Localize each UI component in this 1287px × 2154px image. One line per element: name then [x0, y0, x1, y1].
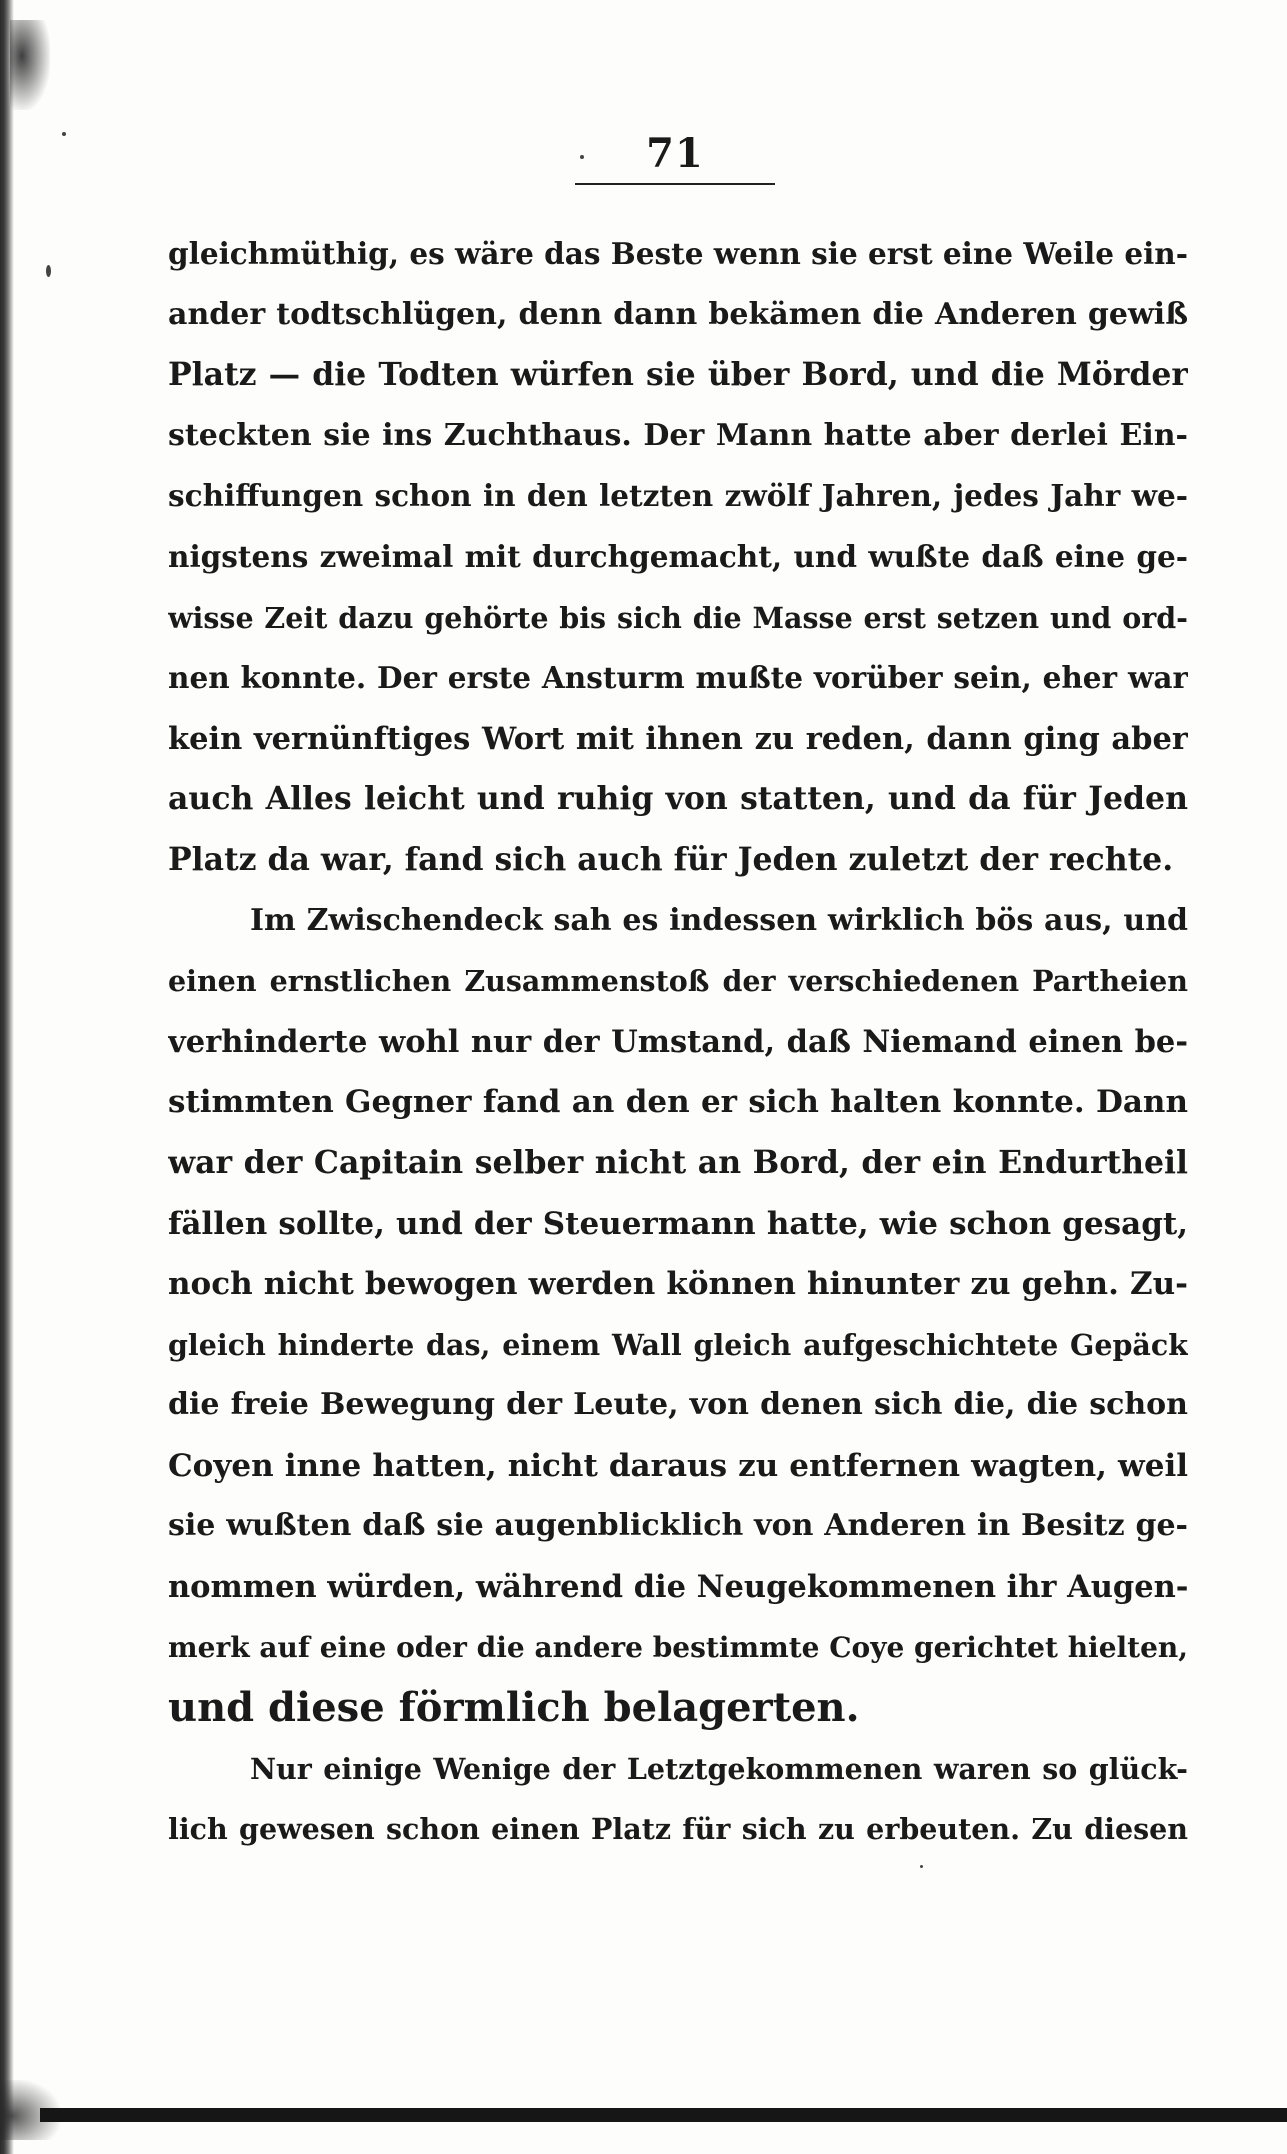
page-number: 71 — [646, 130, 704, 177]
text-line: merk auf eine oder die andere bestimmte Coye gerichtet hielten, — [168, 1630, 1188, 1664]
text-line: Platz da war, fand sich auch für Jeden zuletzt der rechte. — [168, 840, 1174, 878]
scan-bottom-edge — [40, 2108, 1287, 2122]
body-text — [168, 224, 1188, 1860]
scan-edge-blot — [10, 20, 50, 110]
text-line: nommen würden, während die Neugekommenen ihr Augen- — [168, 1569, 1188, 1606]
scan-speck — [580, 155, 584, 159]
text-line: fällen sollte, und der Steuermann hatte, wie schon gesagt, — [168, 1205, 1188, 1242]
text-line: Nur einige Wenige der Letztgekommenen waren so glück- — [250, 1751, 1188, 1786]
text-line: einen ernstlichen Zusammenstoß der verschiedenen Partheien — [168, 964, 1188, 999]
scan-binding-shadow — [0, 0, 14, 2154]
text-line: nigstens zweimal mit durchgemacht, und wußte daß eine ge- — [168, 538, 1188, 574]
header-rule — [575, 183, 775, 185]
paragraph-3 — [168, 1739, 1188, 1860]
scan-speck — [46, 265, 51, 277]
text-line: stimmten Gegner fand an den er sich halten konnte. Dann — [168, 1084, 1188, 1121]
text-line: Coyen inne hatten, nicht daraus zu entfernen wagten, weil — [168, 1447, 1188, 1484]
scan-speck — [62, 132, 66, 136]
text-line: verhinderte wohl nur der Umstand, daß Niemand einen be- — [168, 1023, 1188, 1060]
text-line: lich gewesen schon einen Platz für sich zu erbeuten. Zu diesen — [168, 1812, 1188, 1847]
text-line: schiffungen schon in den letzten zwölf Jahren, jedes Jahr we- — [168, 478, 1188, 514]
text-line: kein vernünftiges Wort mit ihnen zu reden, dann ging aber — [168, 720, 1188, 757]
text-line: steckten sie ins Zuchthaus. Der Mann hatte aber derlei Ein- — [168, 417, 1188, 453]
text-line: Im Zwischendeck sah es indessen wirklich bös aus, und — [250, 902, 1188, 938]
scan-speck — [920, 1865, 923, 1868]
text-line: Platz — die Todten würfen sie über Bord, und die Mörder — [168, 356, 1188, 394]
text-line: wisse Zeit dazu gehörte bis sich die Masse erst setzen und ord- — [168, 600, 1188, 635]
paragraph-2 — [168, 891, 1188, 1739]
text-line: sie wußten daß sie augenblicklich von Anderen in Besitz ge- — [168, 1508, 1188, 1544]
text-line: die freie Bewegung der Leute, von denen sich die, die schon — [168, 1387, 1188, 1423]
text-line: nen konnte. Der erste Ansturm mußte vorüber sein, eher war — [168, 660, 1188, 696]
text-line: noch nicht bewogen werden können hinunter zu gehn. Zu- — [168, 1266, 1188, 1303]
text-line: und diese förmlich belagerten. — [168, 1684, 860, 1732]
text-line: auch Alles leicht und ruhig von statten, und da für Jeden — [168, 780, 1188, 818]
text-line: gleich hinderte das, einem Wall gleich aufgeschichtete Gepäck — [168, 1327, 1188, 1362]
text-line: ander todtschlügen, denn dann bekämen die Anderen gewiß — [168, 296, 1188, 332]
text-line: gleichmüthig, es wäre das Beste wenn sie erst eine Weile ein- — [168, 236, 1188, 271]
text-line: war der Capitain selber nicht an Bord, der ein Endurtheil — [168, 1143, 1188, 1181]
paragraph-1 — [168, 224, 1188, 891]
